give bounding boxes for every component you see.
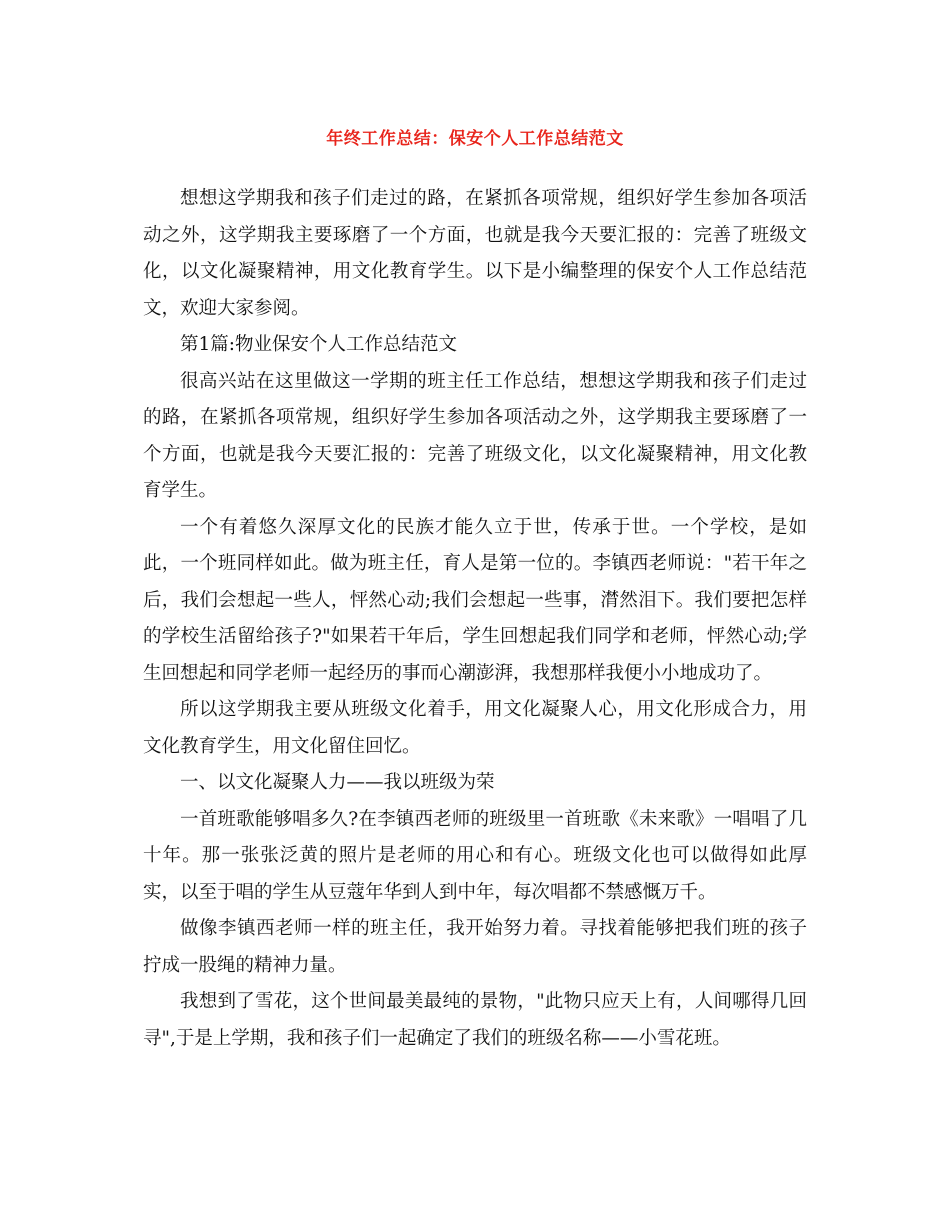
section-heading-1: 一、以文化凝聚人力——我以班级为荣 <box>180 772 495 793</box>
paragraph: 所以这学期我主要从班级文化着手，用文化凝聚人心，用文化形成合力，用文化教育学生，用文化留住回忆。 <box>143 699 807 757</box>
paragraph: 一首班歌能够唱多久?在李镇西老师的班级里一首班歌《未来歌》一唱唱了几十年。那一张张泛黄的照片是老师的用心和有心。班级文化也可以做得如此厚实，以至于唱的学生从豆蔻年华到人到中年，每次唱都不禁感慨万千。 <box>143 808 807 903</box>
paragraph-intro: 想想这学期我和孩子们走过的路，在紧抓各项常规，组织好学生参加各项活动之外，这学期我主要琢磨了一个方面，也就是我今天要汇报的：完善了班级文化，以文化凝聚精神，用文化教育学生。以下是小编整理的保安个人工作总结范文，欢迎大家参阅。 <box>143 188 807 319</box>
document-title: 年终工作总结：保安个人工作总结范文 <box>326 129 624 149</box>
paragraph: 做像李镇西老师一样的班主任，我开始努力着。寻找着能够把我们班的孩子拧成一股绳的精神力量。 <box>143 918 807 976</box>
section-heading-part-1: 第1篇:物业保安个人工作总结范文 <box>180 334 458 355</box>
document-body <box>143 181 807 1057</box>
paragraph: 我想到了雪花，这个世间最美最纯的景物，"此物只应天上有，人间哪得几回寻",于是上学期，我和孩子们一起确定了我们的班级名称——小雪花班。 <box>143 991 807 1049</box>
paragraph: 很高兴站在这里做这一学期的班主任工作总结，想想这学期我和孩子们走过的路，在紧抓各项常规，组织好学生参加各项活动之外，这学期我主要琢磨了一个方面，也就是我今天要汇报的：完善了班级文化，以文化凝聚精神，用文化教育学生。 <box>143 370 807 501</box>
paragraph: 一个有着悠久深厚文化的民族才能久立于世，传承于世。一个学校，是如此，一个班同样如此。做为班主任，育人是第一位的。李镇西老师说："若干年之后，我们会想起一些人，怦然心动;我们会想起一些事，潸然泪下。我们要把怎样的学校生活留给孩子?"如果若干年后，学生回想起我们同学和老师，怦然心动;学生回想起和同学老师一起经历的事而心潮澎湃，我想那样我便小小地成功了。 <box>143 516 807 684</box>
